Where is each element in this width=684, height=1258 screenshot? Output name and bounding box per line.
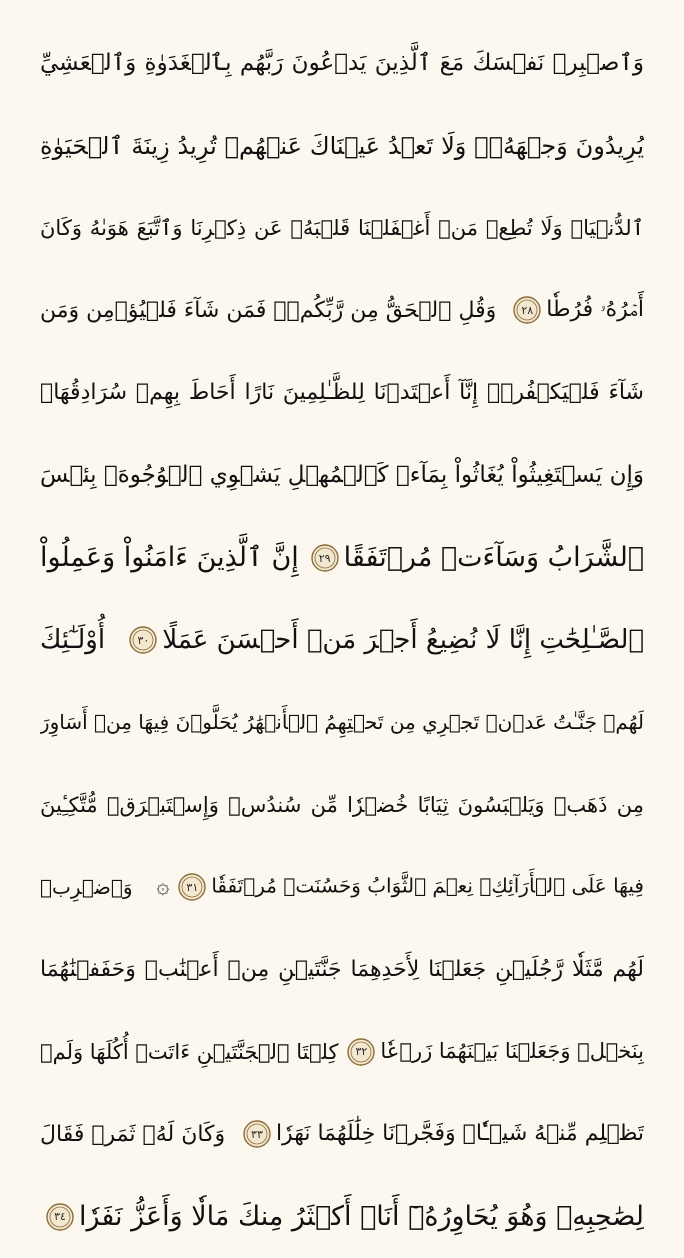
ayah-end-marker-icon (128, 625, 158, 655)
verse-line-13 (40, 1011, 644, 1093)
ayah-number: ٣٣ (251, 1127, 263, 1141)
segment-text: ٱلشَّرَابُ وَسَآءَتۡ مُرۡتَفَقًا (343, 541, 644, 573)
segment-text: تَظۡلِم مِّنۡهُ شَيۡـٔٗاۚ وَفَجَّرۡنَا خِلَٰلَهُمَا نَهَرٗا (275, 1121, 644, 1147)
line-text: وَٱصۡبِرۡ نَفۡسَكَ مَعَ ٱلَّذِينَ يَدۡعُونَ رَبَّهُم بِٱلۡغَدَوٰةِ وَٱلۡعَشِيِّ (40, 50, 644, 77)
verse-line-11 (40, 846, 644, 928)
line-text-end: أُوْلَـٰٓئِكَ (40, 624, 106, 655)
line-text-start (306, 542, 644, 574)
ayah-number: ٢٨ (521, 303, 534, 317)
verse-line-6 (40, 434, 644, 516)
verse-line-7 (40, 516, 644, 598)
line-text-end: وَكَانَ لَهُۥ ثَمَرٞ فَقَالَ (40, 1121, 226, 1147)
verse-line-9 (40, 681, 644, 763)
ayah-end-marker-icon (346, 1037, 376, 1067)
line-text-start (508, 295, 644, 325)
ayah-number: ٣٠ (137, 633, 150, 647)
verse-line-15 (40, 1175, 644, 1257)
segment-text: أَمۡرُهُۥ فُرُطٗا (546, 297, 644, 323)
line-text-start (238, 1119, 644, 1149)
verse-line-3 (40, 187, 644, 269)
ayah-number: ٣١ (186, 880, 199, 894)
hizb-quarter-star-icon: ۞ (156, 873, 170, 899)
verse-line-2 (40, 104, 644, 186)
verse-lines (40, 22, 644, 1258)
verse-line-4 (40, 269, 644, 351)
line-text: شَآءَ فَلۡيَكۡفُرۡۚ إِنَّآ أَعۡتَدۡنَا لِلظَّـٰلِمِينَ نَارًا أَحَاطَ بِهِمۡ سُرَادِقُهَاۚ (40, 380, 644, 406)
line-text-start (342, 1037, 644, 1067)
verse-line-8 (40, 599, 644, 681)
ayah-end-marker-icon (512, 295, 542, 325)
line-text-start (152, 872, 644, 902)
line-text: ٱلدُّنۡيَاۖ وَلَا تُطِعۡ مَنۡ أَغۡفَلۡنَا قَلۡبَهُۥ عَن ذِكۡرِنَا وَٱتَّبَعَ هَوَىٰهُ وَكَانَ (40, 215, 644, 240)
verse-line-12 (40, 928, 644, 1010)
verse-line-1 (40, 22, 644, 104)
line-text-start (124, 625, 644, 656)
line-text: وَإِن يَسۡتَغِيثُواْ يُغَاثُواْ بِمَآءٖ كَٱلۡمُهۡلِ يَشۡوِي ٱلۡوُجُوهَۚ بِئۡسَ (40, 462, 644, 489)
verse-line-5 (40, 352, 644, 434)
ayah-end-marker-icon (310, 543, 340, 573)
verse-line-10 (40, 764, 644, 846)
ayah-end-marker-icon (45, 1202, 75, 1232)
ayah-end-marker-icon (177, 872, 207, 902)
segment-text: بِنَخۡلٖ وَجَعَلۡنَا بَيۡنَهُمَا زَرۡعٗا (380, 1038, 644, 1063)
ayah-number: ٣٢ (355, 1045, 368, 1059)
ayah-number: ٢٩ (318, 551, 331, 565)
line-text-end: وَٱضۡرِبۡ (40, 875, 133, 900)
line-text: لِصَٰحِبِهِۦ وَهُوَ يُحَاوِرُهُۥٓ أَنَا۠ أَكۡثَرُ مِنكَ مَالٗا وَأَعَزُّ نَفَرٗا (79, 1201, 644, 1233)
segment-text: فِيهَا عَلَى ٱلۡأَرَآئِكِۚ نِعۡمَ ٱلثَّوَابُ وَحَسُنَتۡ مُرۡتَفَقٗا (211, 873, 644, 898)
segment-text: ٱلصَّـٰلِحَٰتِ إِنَّا لَا نُضِيعُ أَجۡرَ مَنۡ أَحۡسَنَ عَمَلًا (162, 624, 644, 655)
line-text: مِن ذَهَبٖ وَيَلۡبَسُونَ ثِيَابًا خُضۡرٗا مِّن سُندُسٖ وَإِسۡتَبۡرَقٖ مُّتَّكِـِٔينَ (40, 792, 644, 817)
line-text: يُرِيدُونَ وَجۡهَهُۥۖ وَلَا تَعۡدُ عَيۡنَاكَ عَنۡهُمۡ تُرِيدُ زِينَةَ ٱلۡحَيَوٰةِ (40, 131, 644, 160)
line-text: لَهُم مَّثَلٗا رَّجُلَيۡنِ جَعَلۡنَا لِأَحَدِهِمَا جَنَّتَيۡنِ مِنۡ أَعۡنَٰبٖ وَحَفَفۡنَٰهُمَا (40, 956, 644, 982)
ayah-end-marker-icon (242, 1119, 272, 1149)
line-text-end: كِلۡتَا ٱلۡجَنَّتَيۡنِ ءَاتَتۡ أُكُلَهَا وَلَمۡ (40, 1039, 339, 1064)
verse-line-14 (40, 1093, 644, 1175)
ayah-number: ٣٤ (54, 1210, 66, 1224)
line-text-end: وَقُلِ ٱلۡحَقُّ مِن رَّبِّكُمۡۖ فَمَن شَآءَ فَلۡيُؤۡمِن وَمَن (40, 297, 497, 323)
line-text-end: إِنَّ ٱلَّذِينَ ءَامَنُواْ وَعَمِلُواْ (40, 542, 299, 574)
line-text: لَهُمۡ جَنَّـٰتُ عَدۡنٖ تَجۡرِي مِن تَحۡتِهِمُ ٱلۡأَنۡهَٰرُ يُحَلَّوۡنَ فِيهَا مِنۡ أَسَاوِرَ (40, 710, 644, 735)
